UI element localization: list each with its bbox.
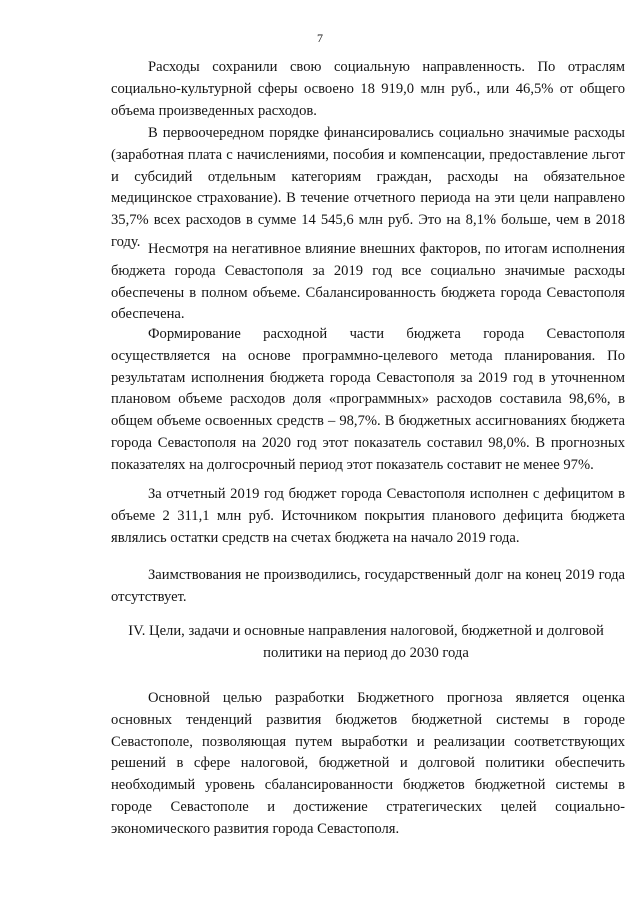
paragraph-priority-expenses: В первоочередном порядке финансировались социально значимые расходы (заработная плата с начислениями, пособия и компенсации, предоставление льгот и субсидий отдельным категориям граждан, расходы на обязательное медицинское страхование). В течение отчетного периода на эти цели направлено 35,7% всех расходов в сумме 14 545,6 млн руб. Это на 8,1% больше, чем в 2018 году.	[111, 125, 625, 250]
paragraph-borrowing: Заимствования не производились, государственный долг на конец 2019 года отсутствует.	[111, 567, 625, 605]
paragraph-social-expenses: Расходы сохранили свою социальную направленность. По отраслям социально-культурной сферы освоено 18 919,0 млн руб., или 46,5% от общего объема произведенных расходов.	[111, 59, 625, 119]
page-number: 7	[317, 31, 323, 45]
paragraph-external-factors: Несмотря на негативное влияние внешних факторов, по итогам исполнения бюджета города Севастополя за 2019 год все социально значимые расходы обеспечены в полном объеме. Сбалансированность бюджета города Севастополя обеспечена.	[111, 241, 625, 323]
section-heading: IV. Цели, задачи и основные направления налоговой, бюджетной и долговой политики на период до 2030 года	[128, 623, 604, 661]
paragraph-forecast-goal: Основной целью разработки Бюджетного прогноза является оценка основных тенденций развития бюджетов бюджетной системы в городе Севастополе, позволяющая путем выработки и реализации соответствующих решений в сфере налоговой, бюджетной и долговой политики обеспечить необходимый уровень сбалансированности бюджетов бюджетной системы в городе Севастополе и достижение стратегических целей социально-экономического развития города Севастополя.	[111, 690, 625, 837]
paragraph-deficit: За отчетный 2019 год бюджет города Севастополя исполнен с дефицитом в объеме 2 311,1 млн руб. Источником покрытия планового дефицита бюджета являлись остатки средств на счетах бюджета на начало 2019 года.	[111, 486, 625, 546]
paragraph-program-expenses: Формирование расходной части бюджета города Севастополя осуществляется на основе программно-целевого метода планирования. По результатам исполнения бюджета города Севастополя за 2019 год в уточненном плановом объеме расходов доля «программных» расходов составила 98,6%, в общем объеме освоенных средств – 98,7%. В бюджетных ассигнованиях бюджета города Севастополя на 2020 год этот показатель составил 98,0%. В прогнозных показателях на долгосрочный период этот показатель составит не менее 97%.	[111, 326, 625, 473]
